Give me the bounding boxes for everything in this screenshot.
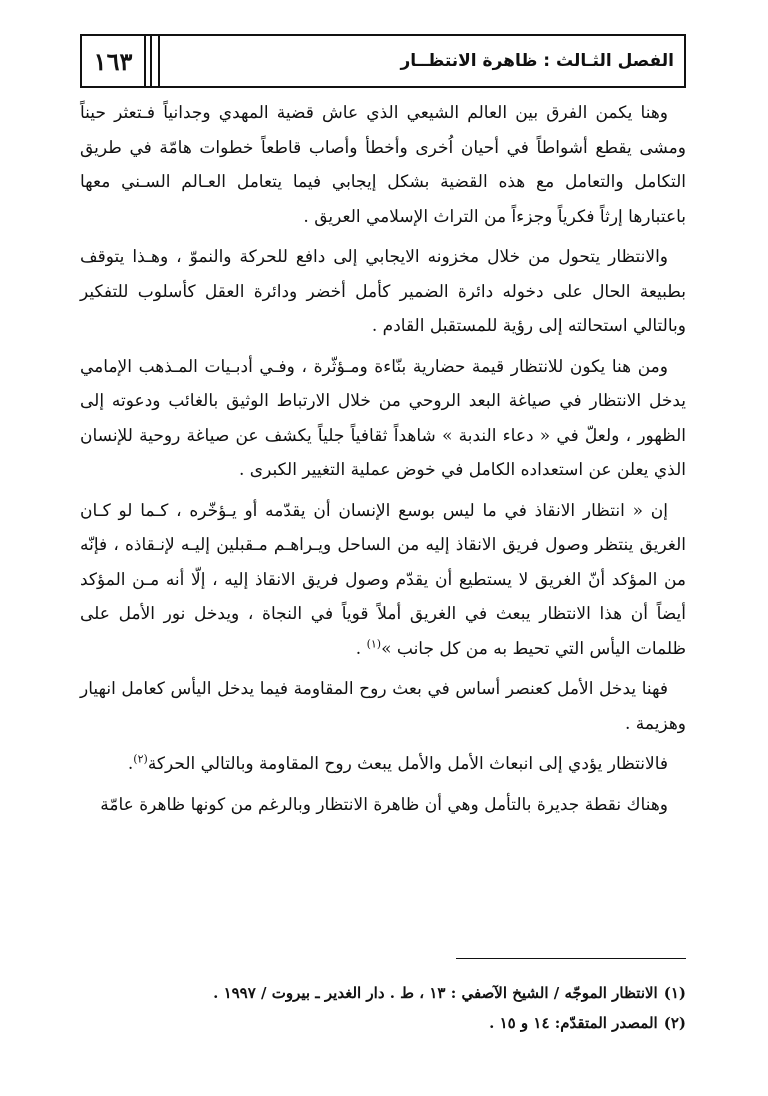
- footnote-item: [80, 978, 686, 1008]
- page-header: [80, 34, 686, 88]
- footnotes: [80, 978, 686, 1038]
- paragraph: فهنا يدخل الأمل كعنصر أساس في بعث روح المقاومة فيما يدخل اليأس كعامل انهيار وهزيمة .: [80, 679, 686, 734]
- header-divider: [158, 36, 160, 86]
- footnote-text: المصدر المتقدّم: ١٤ و ١٥ .: [489, 1014, 658, 1032]
- footnote-ref: (٢): [133, 752, 148, 766]
- paragraph-text: فالانتظار يؤدي إلى انبعاث الأمل والأمل يبعث روح المقاومة وبالتالي الحركة: [147, 754, 668, 774]
- paragraph: إن « انتظار الانقاذ في ما ليس بوسع الإنسان أن يقدّمه أو يـؤخّره ، كـما لو كـان الغريق ينتظر وصول فريق الانقاذ إليه من الساحل ويـراهـم مـقبلين إليـه لإنـقاذه ، فإنّه من المؤكد أنّ الغريق لا يستطيع أن يقدّم وصول فريق الانقاذ إليه ، إلّا أنه مـن المؤكد أيضاً أن هذا الانتظار يبعث في الغريق أملاً قوياً في النجاة ، ويدخل نور الأمل على ظلمات اليأس التي تحيط به من كل جانب »$^{(١)}$ .: [80, 500, 686, 659]
- footnote-label: (١): [663, 984, 686, 1002]
- paragraph: والانتظار يتحول من خلال مخزونه الايجابي إلى دافع للحركة والنموّ ، وهـذا يتوقف بطبيعة الحال على دخوله دائرة الضمير كأمل أخضر ودائرة العقل كأسلوب للتفكير وبالتالي استحالته إلى رؤية للمستقبل القادم .: [80, 247, 686, 336]
- footnote-label: (٢): [663, 1014, 686, 1032]
- footnote-item: [80, 1008, 686, 1038]
- paragraph: وهنا يكمن الفرق بين العالم الشيعي الذي عاش قضية المهدي وجدانياً فـتعثر حيناً ومشى يقطع أشواطاً في أحيان اُخرى وأخطأ وأصاب قاطعاً خطوات هامّة في طريق التكامل والتعامل مع هذه القضية بشكل إيجابي فيما يتعامل العـالم السـني معها باعتبارها إرثاً فكرياً وجزءاً من التراث الإسلامي العريق .: [80, 103, 686, 227]
- body-text: [80, 96, 686, 828]
- paragraph: ومن هنا يكون للانتظار قيمة حضارية بنّاءة ومـؤثّرة ، وفـي أدبـيات المـذهب الإمامي يدخل الانتظار في صياغة البعد الروحي من خلال الارتباط الوثيق بالغائب ودعوته إلى الظهور ، ولعلّ في « دعاء الندبة » شاهداً ثقافياً جلياً يكشف عن صياغة روحية للإنسان الذي يعلن عن استعداده الكامل في خوض عملية التغيير الكبرى .: [80, 356, 687, 480]
- footnote-text: الانتظار الموجّه / الشيخ الآصفي : ١٣ ، ط . دار الغدير ـ بيروت / ١٩٩٧ .: [213, 984, 658, 1002]
- paragraph: وهناك نقطة جديرة بالتأمل وهي أن ظاهرة الانتظار وبالرغم من كونها ظاهرة عامّة: [100, 794, 668, 815]
- chapter-title: الفصل الثـالث : ظاهرة الانتظــار: [400, 51, 674, 71]
- paragraph: فالانتظار يؤدي إلى انبعاث الأمل والأمل يبعث روح المقاومة وبالتالي الحركة$^{(٢)}$.: [127, 752, 668, 774]
- quote-text: إن « انتظار الانقاذ في ما ليس بوسع الإنسان أن يقدّمه أو يـؤخّره ، كـما لو كـان الغريق ينتظر وصول فريق الانقاذ إليه من الساحل ويـراهـم مـقبلين إليـه لإنـقاذه ، فإنّه من المؤكد أنّ الغريق لا يستطيع أن يقدّم وصول فريق الانقاذ إليه ، إلّا أنه مـن المؤكد أيضاً أن هذا الانتظار يبعث في الغريق أملاً قوياً في النجاة ، ويدخل نور الأمل على ظلمات اليأس التي تحيط به من كل جانب »: [80, 500, 686, 659]
- footnote-rule: [456, 958, 686, 959]
- header-divider: [150, 36, 152, 86]
- footnote-ref: (١): [366, 636, 382, 650]
- page-number: ١٦٣: [82, 36, 146, 86]
